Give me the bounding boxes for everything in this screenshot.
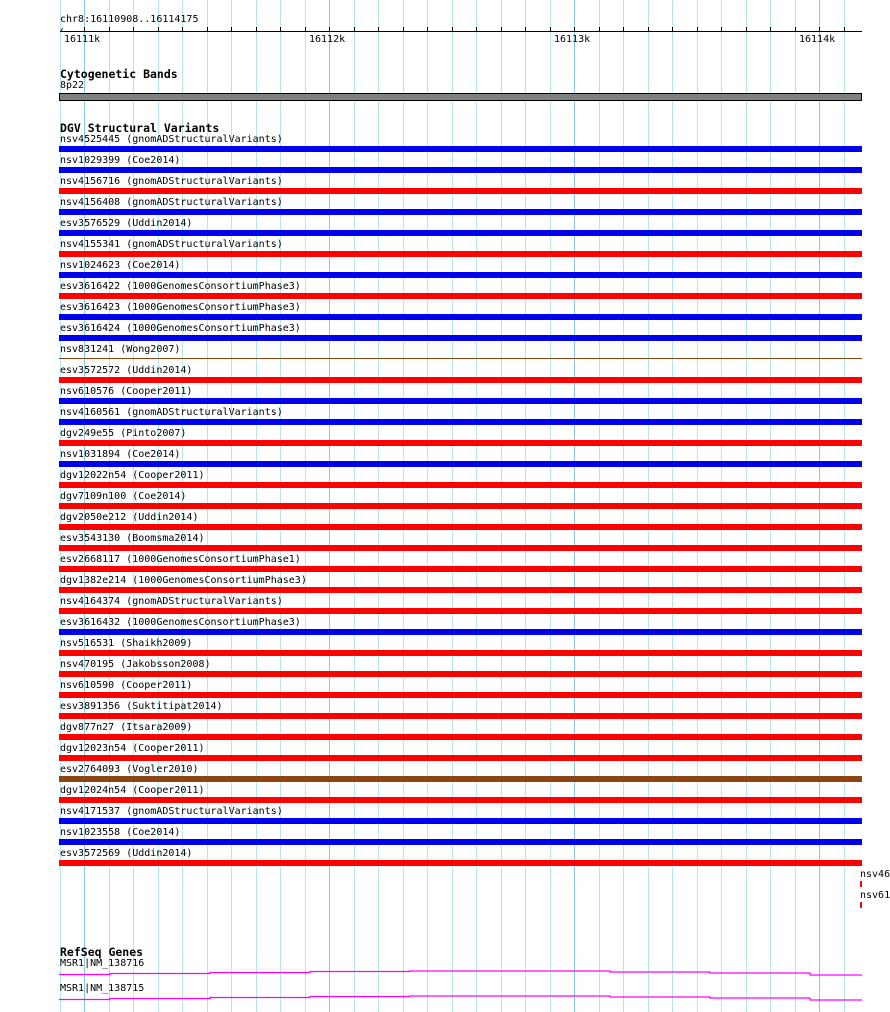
variant-label[interactable]: esv3543130 (Boomsma2014): [60, 533, 205, 544]
gene-label[interactable]: MSR1|NM_138716: [60, 958, 145, 969]
edge-feature-label[interactable]: nsv61: [860, 890, 890, 901]
variant-label[interactable]: nsv831241 (Wong2007): [60, 344, 181, 355]
gene-intron-line[interactable]: [59, 971, 862, 975]
variant-label[interactable]: esv3576529 (Uddin2014): [60, 218, 193, 229]
gene-label[interactable]: MSR1|NM_138715: [60, 983, 145, 994]
variant-label[interactable]: nsv4156716 (gnomADStructuralVariants): [60, 176, 283, 187]
variant-label[interactable]: dgv12023n54 (Cooper2011): [60, 743, 205, 754]
ruler-tick-label: 16113k: [554, 34, 591, 45]
edge-feature-label[interactable]: nsv46: [860, 869, 890, 880]
variant-label[interactable]: esv3572572 (Uddin2014): [60, 365, 193, 376]
variant-label[interactable]: nsv1029399 (Coe2014): [60, 155, 181, 166]
variant-label[interactable]: nsv4525445 (gnomADStructuralVariants): [60, 134, 283, 145]
variant-label[interactable]: nsv1023558 (Coe2014): [60, 827, 181, 838]
scroll-left-arrow-icon[interactable]: ‹: [59, 25, 66, 36]
variant-label[interactable]: nsv4155341 (gnomADStructuralVariants): [60, 239, 283, 250]
variant-label[interactable]: esv3572569 (Uddin2014): [60, 848, 193, 859]
variant-label[interactable]: esv2668117 (1000GenomesConsortiumPhase1): [60, 554, 301, 565]
variant-label[interactable]: esv3891356 (Suktitipat2014): [60, 701, 223, 712]
variant-label[interactable]: dgv12024n54 (Cooper2011): [60, 785, 205, 796]
variant-label[interactable]: nsv4171537 (gnomADStructuralVariants): [60, 806, 283, 817]
variant-label[interactable]: esv3616423 (1000GenomesConsortiumPhase3): [60, 302, 301, 313]
cytoband-label: 8p22: [60, 80, 85, 91]
variant-label[interactable]: nsv516531 (Shaikh2009): [60, 638, 193, 649]
ruler-tick-label: 16112k: [309, 34, 346, 45]
gene-intron-line[interactable]: [59, 996, 862, 1000]
variant-label[interactable]: nsv4164374 (gnomADStructuralVariants): [60, 596, 283, 607]
variant-label[interactable]: dgv877n27 (Itsara2009): [60, 722, 193, 733]
variant-label[interactable]: esv3616432 (1000GenomesConsortiumPhase3): [60, 617, 301, 628]
variant-label[interactable]: dgv1382e214 (1000GenomesConsortiumPhase3): [60, 575, 307, 586]
variant-label[interactable]: nsv1031894 (Coe2014): [60, 449, 181, 460]
location-label: chr8:16110908..16114175: [60, 14, 199, 25]
variant-label[interactable]: dgv249e55 (Pinto2007): [60, 428, 187, 439]
variant-label[interactable]: nsv4156408 (gnomADStructuralVariants): [60, 197, 283, 208]
dgv-track-title: DGV Structural Variants: [60, 121, 220, 135]
refseq-track-title: RefSeq Genes: [60, 945, 144, 959]
variant-label[interactable]: esv3616422 (1000GenomesConsortiumPhase3): [60, 281, 301, 292]
variant-label[interactable]: esv3616424 (1000GenomesConsortiumPhase3): [60, 323, 301, 334]
variant-label[interactable]: nsv1024623 (Coe2014): [60, 260, 181, 271]
ruler-tick-label: 16111k: [64, 34, 101, 45]
variant-label[interactable]: esv2764093 (Vogler2010): [60, 764, 199, 775]
variant-label[interactable]: dgv12022n54 (Cooper2011): [60, 470, 205, 481]
variant-label[interactable]: nsv610590 (Cooper2011): [60, 680, 193, 691]
ruler-tick-label: 16114k: [799, 34, 836, 45]
cytobands-track-title: Cytogenetic Bands: [60, 67, 178, 81]
variant-label[interactable]: nsv4160561 (gnomADStructuralVariants): [60, 407, 283, 418]
variant-label[interactable]: nsv470195 (Jakobsson2008): [60, 659, 211, 670]
variant-label[interactable]: nsv610576 (Cooper2011): [60, 386, 193, 397]
variant-label[interactable]: dgv7109n100 (Coe2014): [60, 491, 187, 502]
variant-label[interactable]: dgv2050e212 (Uddin2014): [60, 512, 199, 523]
